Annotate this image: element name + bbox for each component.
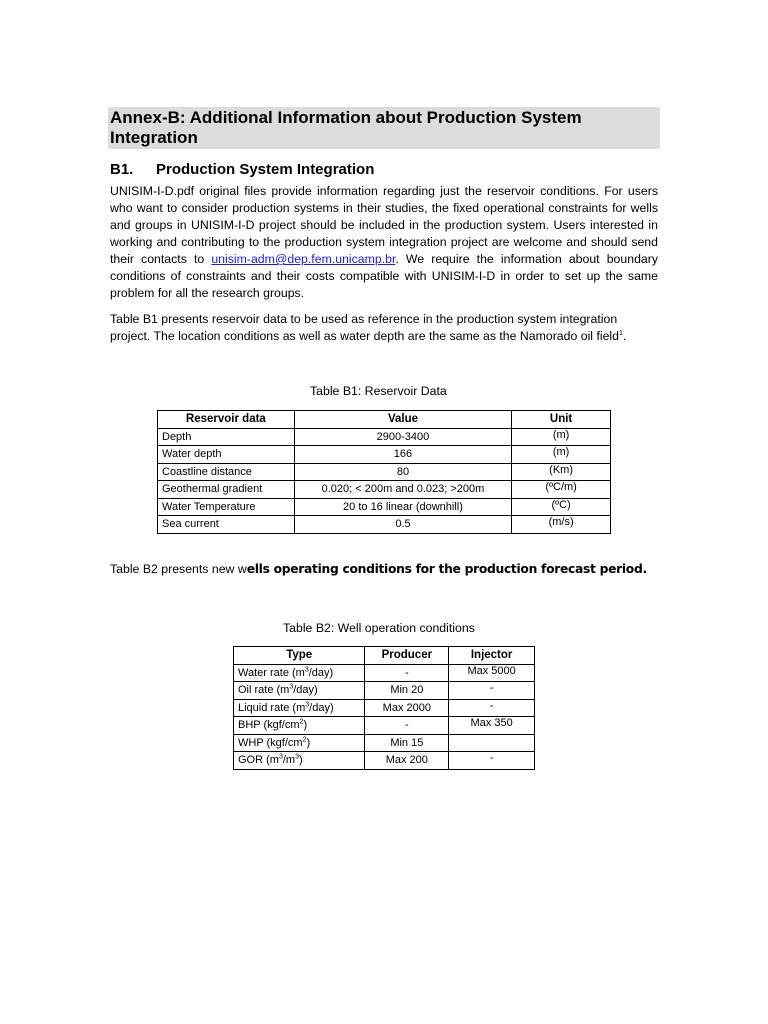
- cell-injector: Max 5000: [449, 664, 535, 682]
- cell-unit: (ºC): [512, 498, 611, 516]
- header-producer: Producer: [365, 647, 449, 665]
- cell-type: WHP $(kgf/cm^2)$: [234, 734, 365, 752]
- paragraph-table-b1-text: Table B1 presents reservoir data to be used as reference in the production system integration project. The location conditions as well as water depth are the same as the Namorado oil field: [110, 312, 620, 343]
- cell-unit: (m): [512, 428, 611, 446]
- paragraph-table-b2-text: Table B2 presents new w: [110, 562, 247, 576]
- cell-value: 20 to 16 linear (downhill): [294, 498, 511, 516]
- cell-value: 0.5: [294, 516, 511, 534]
- cell-parameter: Geothermal gradient: [158, 481, 295, 499]
- cell-unit: (m/s): [512, 516, 611, 534]
- annex-title: [108, 107, 660, 149]
- cell-unit: (m): [512, 446, 611, 464]
- cell-injector: -: [449, 682, 535, 700]
- cell-injector: Max 350: [449, 717, 535, 735]
- section-title: Production System Integration: [156, 161, 375, 178]
- footnote-marker[interactable]: 1: [619, 329, 623, 337]
- paragraph-table-b2-emph: ells operating conditions for the production forecast period.: [246, 562, 647, 576]
- cell-parameter: Depth: [158, 428, 295, 446]
- annex-title-line1: Annex-B: Additional Information about Production System: [110, 108, 582, 127]
- table-row: [158, 446, 611, 464]
- table-row: [234, 682, 535, 700]
- paragraph-table-b1-intro: [110, 311, 658, 345]
- cell-parameter: Sea current: [158, 516, 295, 534]
- cell-producer: -: [365, 664, 449, 682]
- header-injector: Injector: [449, 647, 535, 665]
- cell-type: Water rate $(m^3/day)$: [234, 664, 365, 682]
- table-row: [158, 516, 611, 534]
- cell-producer: Min 15: [365, 734, 449, 752]
- cell-unit: (ºC/m): [512, 481, 611, 499]
- table-row: [234, 734, 535, 752]
- paragraph-intro-text: UNISIM-I-D.pdf original files provide information regarding just the reservoir conditions. For users who want to consider production systems in their studies, the fixed operational constraints for wells and groups in UNISIM-I-D project should be included in the production system. Users interested in working and contributing to the production system integration project are welcome and should send their contacts to: [110, 184, 658, 266]
- paragraph-table-b1-end: .: [622, 329, 627, 343]
- table-row: [158, 481, 611, 499]
- cell-injector: [449, 734, 535, 752]
- table-header-row: [158, 411, 611, 429]
- table-row: [234, 664, 535, 682]
- cell-type: GOR $(m^3/m^3)$: [234, 752, 365, 770]
- cell-producer: -: [365, 717, 449, 735]
- section-heading-b1: [110, 161, 374, 178]
- cell-parameter: Water depth: [158, 446, 295, 464]
- cell-value: 2900-3400: [294, 428, 511, 446]
- cell-parameter: Water Temperature: [158, 498, 295, 516]
- paragraph-table-b2-intro: [110, 561, 658, 578]
- cell-type: BHP $(kgf/cm^2)$: [234, 717, 365, 735]
- paragraph-intro-text-end: . We require the information about boundary conditions of constraints and their costs compatible with UNISIM-I-D in order to set up the same problem for all the research groups.: [110, 252, 658, 300]
- section-number: B1.: [110, 161, 134, 178]
- table-row: [234, 699, 535, 717]
- header-type: Type: [234, 647, 365, 665]
- cell-producer: Max 2000: [365, 699, 449, 717]
- cell-injector: -: [449, 699, 535, 717]
- header-unit: Unit: [512, 411, 611, 429]
- table-b1: [157, 410, 611, 534]
- table-b2-caption: Table B2: Well operation conditions: [283, 621, 475, 635]
- table-row: [158, 498, 611, 516]
- cell-type: Oil rate $(m^3/day)$: [234, 682, 365, 700]
- cell-value: 80: [294, 463, 511, 481]
- table-b2: [233, 646, 535, 770]
- header-reservoir-data: Reservoir data: [158, 411, 295, 429]
- paragraph-intro: [110, 183, 658, 302]
- header-value: Value: [294, 411, 511, 429]
- cell-type: Liquid rate $(m^3/day)$: [234, 699, 365, 717]
- cell-value: 0.020; < 200m and 0.023; >200m: [294, 481, 511, 499]
- cell-unit: (Km): [512, 463, 611, 481]
- table-header-row: [234, 647, 535, 665]
- table-row: [158, 463, 611, 481]
- cell-injector: -: [449, 752, 535, 770]
- cell-parameter: Coastline distance: [158, 463, 295, 481]
- email-link[interactable]: unisim-adm@dep.fem.unicamp.br: [211, 252, 396, 266]
- table-row: [158, 428, 611, 446]
- table-row: [234, 752, 535, 770]
- cell-value: 166: [294, 446, 511, 464]
- annex-title-line2: Integration: [110, 128, 198, 147]
- cell-producer: Min 20: [365, 682, 449, 700]
- table-row: [234, 717, 535, 735]
- table-b1-caption: Table B1: Reservoir Data: [310, 384, 447, 398]
- cell-producer: Max 200: [365, 752, 449, 770]
